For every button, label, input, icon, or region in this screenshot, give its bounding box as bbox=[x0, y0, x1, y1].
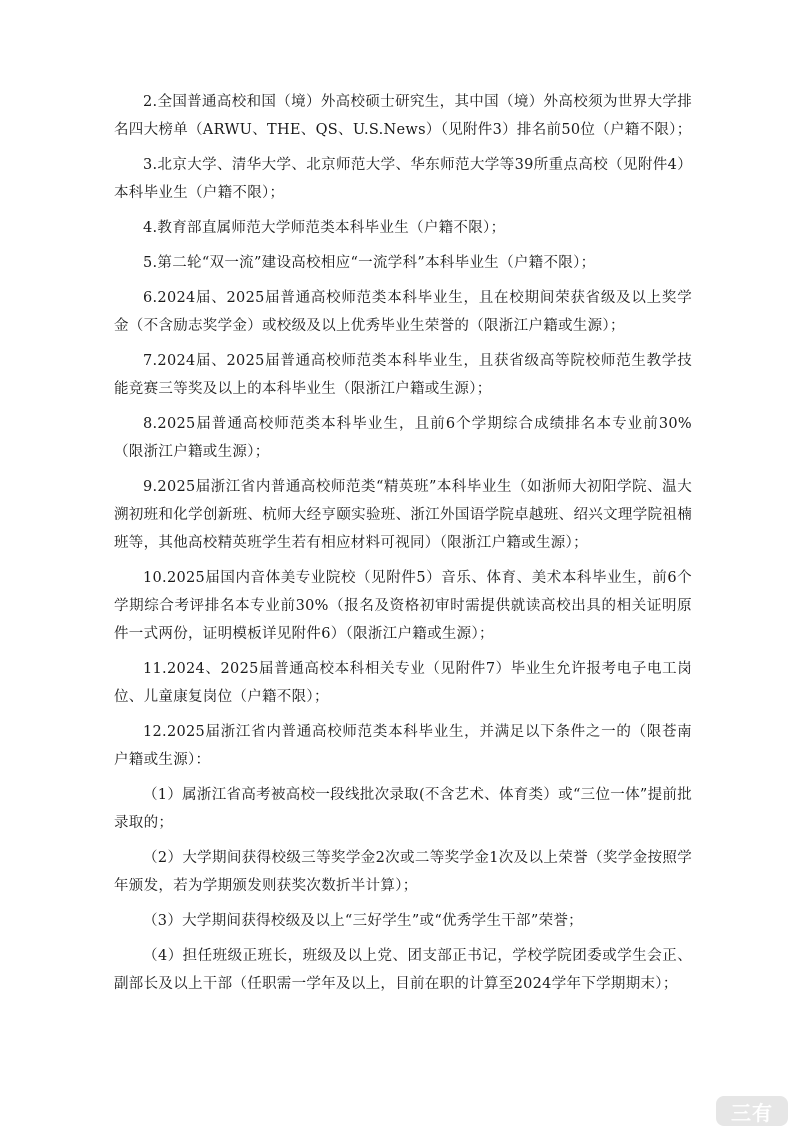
paragraph-item-9: 9.2025届浙江省内普通高校师范类“精英班”本科毕业生（如浙师大初阳学院、温大溯初班和化学创新班、杭师大经亨颐实验班、浙江外国语学院卓越班、绍兴文理学院祖楠班等，其他高校精英班学生若有相应材料可视同）（限浙江户籍或生源）； bbox=[114, 479, 692, 551]
paragraph-item-7: 7.2024届、2025届普通高校师范类本科毕业生，且获省级高等院校师范生教学技能竞赛三等奖及以上的本科毕业生（限浙江户籍或生源）； bbox=[114, 353, 692, 397]
paragraph-item-4: 4.教育部直属师范大学师范类本科毕业生（户籍不限）； bbox=[143, 220, 506, 236]
paragraph-item-5: 5.第二轮“双一流”建设高校相应“一流学科”本科毕业生（户籍不限）； bbox=[143, 255, 596, 271]
paragraph-item-8: 8.2025届普通高校师范类本科毕业生，且前6个学期综合成绩排名本专业前30%（限浙江户籍或生源）； bbox=[114, 416, 692, 460]
paragraph-item-3: 3.北京大学、清华大学、北京师范大学、华东师范大学等39所重点高校（见附件4）本科毕业生（户籍不限）； bbox=[114, 157, 692, 201]
paragraph-item-12: 12.2025届浙江省内普通高校师范类本科毕业生，并满足以下条件之一的（限苍南户籍或生源）： bbox=[114, 724, 692, 768]
paragraph-item-2: 2.全国普通高校和国（境）外高校硕士研究生，其中国（境）外高校须为世界大学排名四大榜单（ARWU、THE、QS、U.S.News）（见附件3）排名前50位（户籍不限）； bbox=[114, 94, 692, 138]
paragraph-item-6: 6.2024届、2025届普通高校师范类本科毕业生，且在校期间荣获省级及以上奖学金（不含励志奖学金）或校级及以上优秀毕业生荣誉的（限浙江户籍或生源）； bbox=[114, 290, 692, 334]
paragraph-subitem-4: （4）担任班级正班长，班级及以上党、团支部正书记，学校学院团委或学生会正、副部长及以上干部（任职需一学年及以上，目前在职的计算至2024学年下学期期末）； bbox=[114, 948, 692, 992]
paragraph-item-11: 11.2024、2025届普通高校本科相关专业（见附件7）毕业生允许报考电子电工岗位、儿童康复岗位（户籍不限）； bbox=[114, 661, 692, 705]
paragraph-subitem-2: （2）大学期间获得校级三等奖学金2次或二等奖学金1次及以上荣誉（奖学金按照学年颁发，若为学期颁发则获奖次数折半计算）； bbox=[114, 850, 692, 894]
paragraph-subitem-1: （1）属浙江省高考被高校一段线批次录取(不含艺术、体育类）或“三位一体”提前批录取的； bbox=[114, 787, 692, 831]
paragraph-subitem-3: （3）大学期间获得校级及以上“三好学生”或“优秀学生干部”荣誉； bbox=[143, 913, 583, 929]
document-body bbox=[114, 88, 692, 1005]
paragraph-item-10: 10.2025届国内音体美专业院校（见附件5）音乐、体育、美术本科毕业生，前6个学期综合考评排名本专业前30%（报名及资格初审时需提供就读高校出具的相关证明原件一式两份，证明模板详见附件6）（限浙江户籍或生源）； bbox=[114, 570, 692, 642]
watermark-logo: 三有 bbox=[716, 1096, 788, 1126]
